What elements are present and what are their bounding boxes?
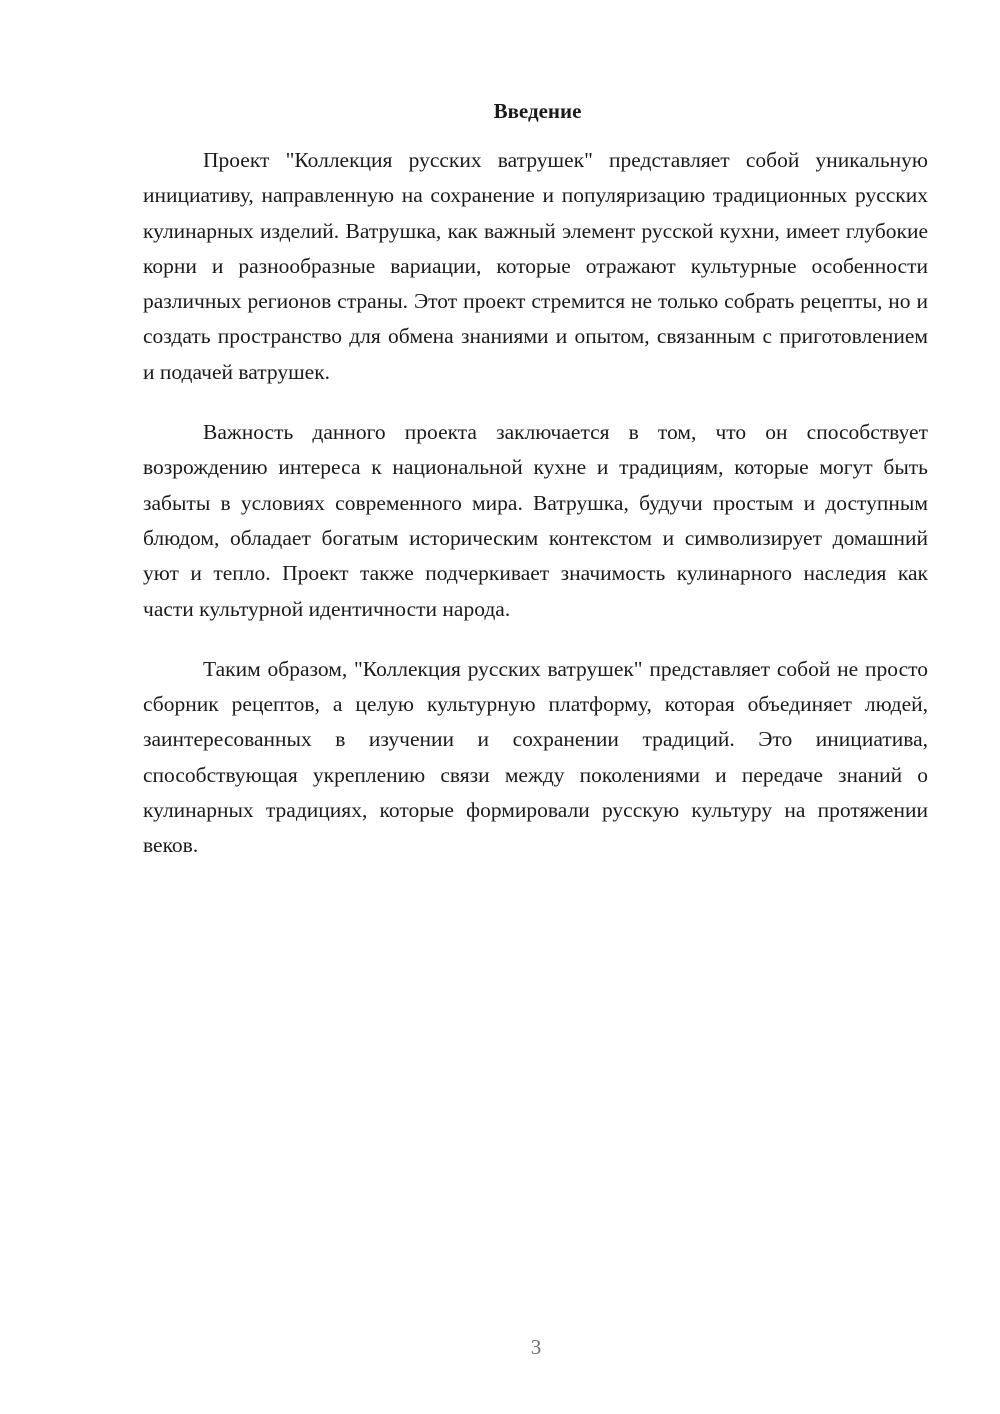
paragraph-1: Проект "Коллекция русских ватрушек" представляет собой уникальную инициативу, направленную на сохранение и популяризацию традиционных русских кулинарных изделий. Ватрушка, как важный элемент русской кухни, имеет глубокие корни и разнообразные вариации, которые отражают культурные особенности различных регионов страны. Этот проект стремится не только собрать рецепты, но и создать пространство для обмена знаниями и опытом, связанным с приготовлением и подачей ватрушек. xyxy=(143,148,928,384)
page-number: 3 xyxy=(530,1335,542,1359)
paragraph-3: Таким образом, "Коллекция русских ватрушек" представляет собой не просто сборник рецептов, а целую культурную платформу, которая объединяет людей, заинтересованных в изучении и сохранении традиций. Это инициатива, способствующая укреплению связи между поколениями и передаче знаний о кулинарных традициях, которые формировали русскую культуру на протяжении веков. xyxy=(143,656,928,858)
page-content xyxy=(143,96,928,889)
paragraph-2: Важность данного проекта заключается в том, что он способствует возрождению интереса к национальной кухне и традициям, которые могут быть забыты в условиях современного мира. Ватрушка, будучи простым и доступным блюдом, обладает богатым историческим контекстом и символизирует домашний уют и тепло. Проект также подчеркивает значимость кулинарного наследия как части культурной идентичности народа. xyxy=(143,420,928,621)
section-heading: Введение xyxy=(493,99,582,123)
